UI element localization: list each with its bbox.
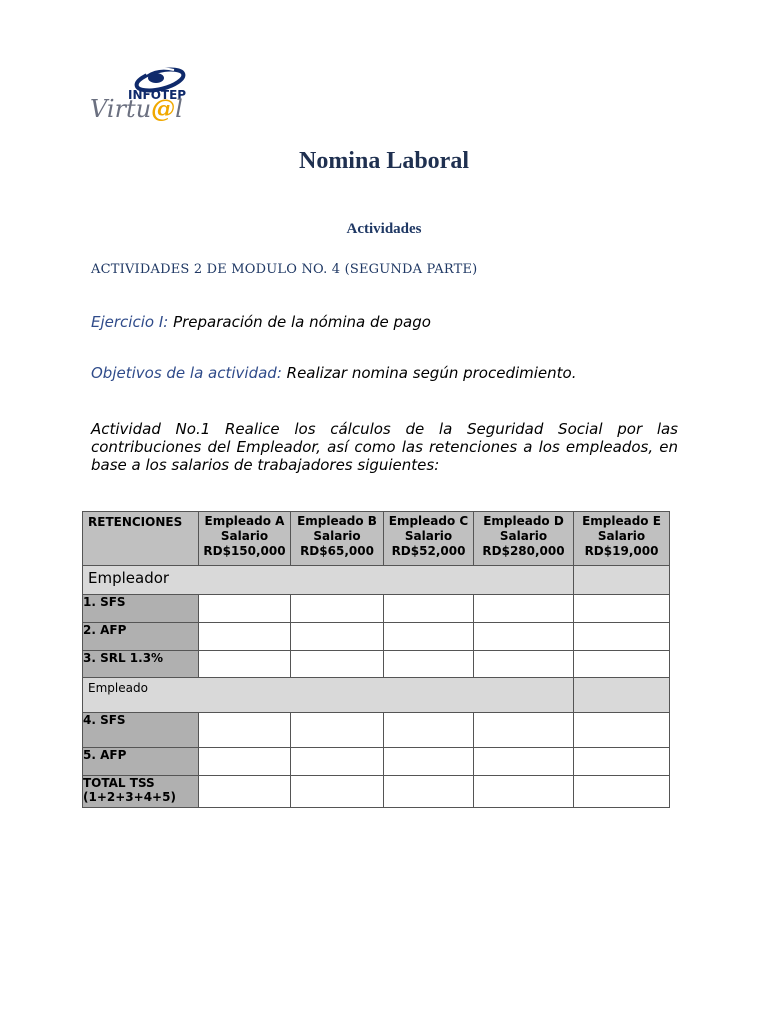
table-row bbox=[83, 595, 670, 623]
table-row bbox=[83, 623, 670, 651]
retenciones-table bbox=[82, 511, 670, 808]
section-empleador-end bbox=[574, 566, 670, 595]
table-cell[interactable] bbox=[291, 595, 384, 623]
table-cell[interactable] bbox=[384, 776, 474, 808]
table-cell[interactable] bbox=[199, 776, 291, 808]
table-cell[interactable] bbox=[384, 595, 474, 623]
objetivos-text: Realizar nomina según procedimiento. bbox=[281, 364, 577, 382]
actividad-paragraph: Actividad No.1 Realice los cálculos de la Seguridad Social por las contribuciones del Empleador, así como las retenciones a los empleados, en base a los salarios de trabajadores siguientes: bbox=[91, 420, 678, 474]
header-empleado-c: Empleado C Salario RD$52,000 bbox=[384, 512, 474, 566]
table-cell[interactable] bbox=[199, 748, 291, 776]
section-subtitle: Actividades bbox=[346, 221, 422, 237]
ejercicio-text: Preparación de la nómina de pago bbox=[168, 313, 431, 331]
table-cell[interactable] bbox=[291, 748, 384, 776]
table-cell[interactable] bbox=[384, 713, 474, 748]
section-row-empleado bbox=[83, 678, 670, 713]
table-cell[interactable] bbox=[384, 651, 474, 678]
row-label-total-tss: TOTAL TSS (1+2+3+4+5) bbox=[83, 776, 199, 808]
table-cell[interactable] bbox=[291, 713, 384, 748]
header-empleado-d: Empleado D Salario RD$280,000 bbox=[474, 512, 574, 566]
header-empleado-b: Empleado B Salario RD$65,000 bbox=[291, 512, 384, 566]
row-label-afp-5: 5. AFP bbox=[83, 748, 199, 776]
table-cell[interactable] bbox=[574, 713, 670, 748]
table-row bbox=[83, 748, 670, 776]
table-cell[interactable] bbox=[574, 651, 670, 678]
table-cell[interactable] bbox=[199, 595, 291, 623]
page-title: Nomina Laboral bbox=[298, 148, 469, 174]
ejercicio-line bbox=[91, 313, 431, 331]
table-cell[interactable] bbox=[199, 713, 291, 748]
row-label-srl-3: 3. SRL 1.3% bbox=[83, 651, 199, 678]
table-row bbox=[83, 651, 670, 678]
objetivos-label: Objetivos de la actividad: bbox=[91, 364, 282, 382]
objetivos-line bbox=[91, 364, 577, 382]
table-row bbox=[83, 713, 670, 748]
table-cell[interactable] bbox=[474, 748, 574, 776]
table-row-total bbox=[83, 776, 670, 808]
logo-infotep-text: INFOTEP bbox=[128, 88, 187, 102]
activity-heading: ACTIVIDADES 2 DE MODULO NO. 4 (SEGUNDA PARTE) bbox=[91, 262, 478, 277]
row-label-afp-2: 2. AFP bbox=[83, 623, 199, 651]
infotep-virtual-logo bbox=[88, 64, 200, 126]
table-cell[interactable] bbox=[574, 623, 670, 651]
ejercicio-label: Ejercicio I: bbox=[91, 313, 169, 331]
table-cell[interactable] bbox=[574, 595, 670, 623]
table-cell[interactable] bbox=[474, 595, 574, 623]
table-cell[interactable] bbox=[291, 623, 384, 651]
table-cell[interactable] bbox=[199, 651, 291, 678]
table-cell[interactable] bbox=[291, 776, 384, 808]
header-retenciones: RETENCIONES bbox=[83, 512, 199, 566]
section-row-empleador bbox=[83, 566, 670, 595]
section-empleado-end bbox=[574, 678, 670, 713]
header-empleado-e: Empleado E Salario RD$19,000 bbox=[574, 512, 670, 566]
header-empleado-a: Empleado A Salario RD$150,000 bbox=[199, 512, 291, 566]
table-cell[interactable] bbox=[384, 623, 474, 651]
table-cell[interactable] bbox=[291, 651, 384, 678]
row-label-sfs-1: 1. SFS bbox=[83, 595, 199, 623]
table-cell[interactable] bbox=[574, 776, 670, 808]
table-cell[interactable] bbox=[474, 651, 574, 678]
table-header-row bbox=[83, 512, 670, 566]
section-empleador-label: Empleador bbox=[83, 566, 574, 595]
row-label-sfs-4: 4. SFS bbox=[83, 713, 199, 748]
table-cell[interactable] bbox=[574, 748, 670, 776]
table-cell[interactable] bbox=[199, 623, 291, 651]
logo-virtual-text: Virtu@l bbox=[90, 94, 183, 123]
table-cell[interactable] bbox=[474, 623, 574, 651]
table-cell[interactable] bbox=[474, 776, 574, 808]
table-cell[interactable] bbox=[384, 748, 474, 776]
table-cell[interactable] bbox=[474, 713, 574, 748]
section-empleado-label: Empleado bbox=[83, 678, 574, 713]
